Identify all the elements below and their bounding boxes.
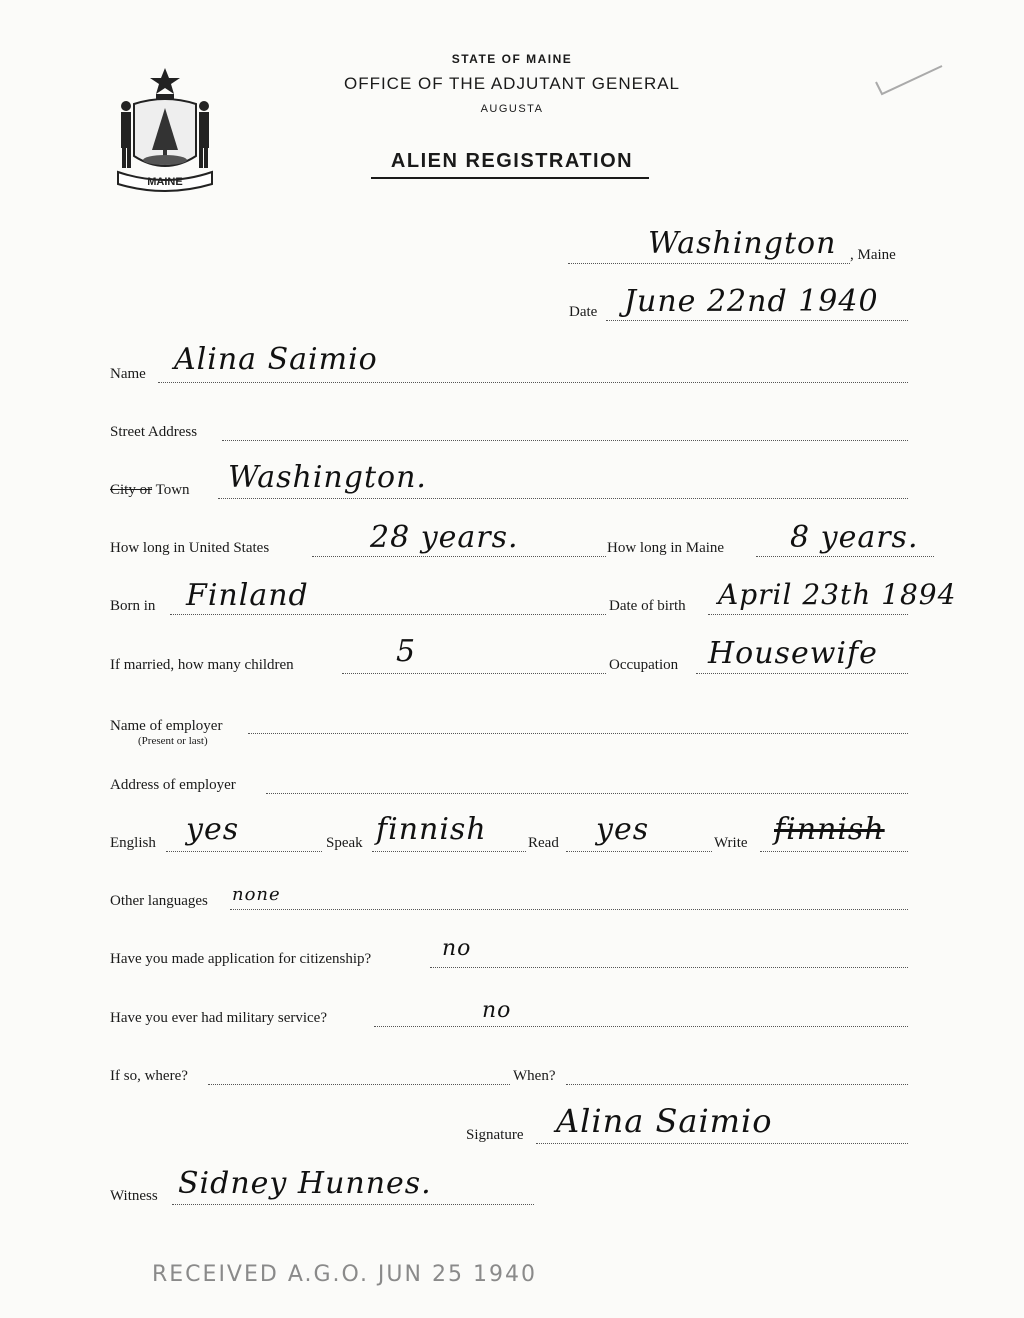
name-of-employer-label: Name of employer [110, 718, 223, 734]
witness-value: Sidney Hunnes. [178, 1166, 432, 1201]
military-label: Have you ever had military service? [110, 1010, 327, 1026]
city-town-label [110, 482, 190, 499]
read-value: yes [596, 812, 650, 847]
how-long-us-line [312, 556, 606, 557]
present-or-last-label: (Present or last) [138, 735, 208, 747]
witness-label: Witness [110, 1188, 158, 1204]
how-long-us-value: 28 years. [370, 520, 519, 555]
citizenship-line [430, 967, 908, 968]
date-value: June 22nd 1940 [624, 284, 879, 319]
occupation-line [696, 673, 908, 674]
witness-line [172, 1204, 534, 1205]
address-of-employer-label: Address of employer [110, 777, 236, 793]
write-label: Write [714, 835, 748, 851]
seal-text: MAINE [147, 176, 183, 188]
speak-label: Speak [326, 835, 363, 851]
signature-value: Alina Saimio [556, 1102, 773, 1140]
how-long-maine-value: 8 years. [790, 520, 919, 555]
maine-label: , Maine [850, 247, 896, 263]
married-children-label: If married, how many children [110, 657, 294, 673]
signature-label: Signature [466, 1127, 524, 1143]
place-value: Washington [648, 226, 837, 261]
when-line [566, 1084, 908, 1085]
citizenship-value: no [442, 936, 472, 961]
english-label: English [110, 835, 156, 851]
children-value: 5 [396, 634, 417, 669]
write-value: finnish [774, 812, 885, 847]
children-line [342, 673, 606, 674]
other-languages-value: none [232, 884, 281, 905]
town-line [218, 498, 908, 499]
speak-line [372, 851, 526, 852]
state-heading: STATE OF MAINE [451, 52, 573, 66]
date-of-birth-label: Date of birth [609, 598, 686, 614]
born-in-label: Born in [110, 598, 156, 614]
name-value: Alina Saimio [174, 342, 378, 377]
date-of-birth-line [708, 614, 908, 615]
where-line [208, 1084, 510, 1085]
read-label: Read [528, 835, 559, 851]
office-heading: OFFICE OF THE ADJUTANT GENERAL [343, 74, 681, 93]
place-line [568, 263, 850, 264]
how-long-maine-line [756, 556, 934, 557]
other-languages-line [230, 909, 908, 910]
date-label: Date [569, 304, 598, 320]
title-underline [371, 177, 649, 179]
how-long-maine-label: How long in Maine [607, 540, 725, 556]
when-label: When? [513, 1068, 556, 1084]
military-line [374, 1026, 908, 1027]
employer-line [248, 733, 908, 734]
born-in-line [170, 614, 606, 615]
street-address-label: Street Address [110, 424, 198, 440]
name-line [158, 382, 908, 383]
form-title: ALIEN REGISTRATION [390, 150, 634, 172]
name-label: Name [110, 366, 146, 382]
write-line [760, 851, 908, 852]
english-line [166, 851, 322, 852]
citizenship-label: Have you made application for citizenship? [110, 951, 372, 967]
other-languages-label: Other languages [110, 893, 208, 909]
how-long-us-label: How long in United States [110, 540, 270, 556]
english-value: yes [186, 812, 240, 847]
speak-value: finnish [376, 812, 487, 847]
street-address-line [222, 440, 908, 441]
occupation-value: Housewife [708, 636, 878, 671]
city-heading: AUGUSTA [480, 103, 544, 115]
check-mark-icon [868, 60, 948, 100]
employer-address-line [266, 793, 908, 794]
signature-line [536, 1143, 908, 1144]
town-label: Town [152, 482, 190, 498]
if-so-where-label: If so, where? [110, 1068, 188, 1084]
city-struck-label: City or [110, 482, 153, 498]
date-of-birth-value: April 23th 1894 [718, 578, 957, 611]
born-in-value: Finland [186, 578, 309, 613]
occupation-label: Occupation [609, 657, 679, 673]
military-value: no [482, 998, 512, 1023]
received-stamp: RECEIVED A.G.O. JUN 25 1940 [152, 1262, 537, 1287]
town-value: Washington. [228, 460, 427, 495]
date-line [606, 320, 908, 321]
read-line [566, 851, 712, 852]
